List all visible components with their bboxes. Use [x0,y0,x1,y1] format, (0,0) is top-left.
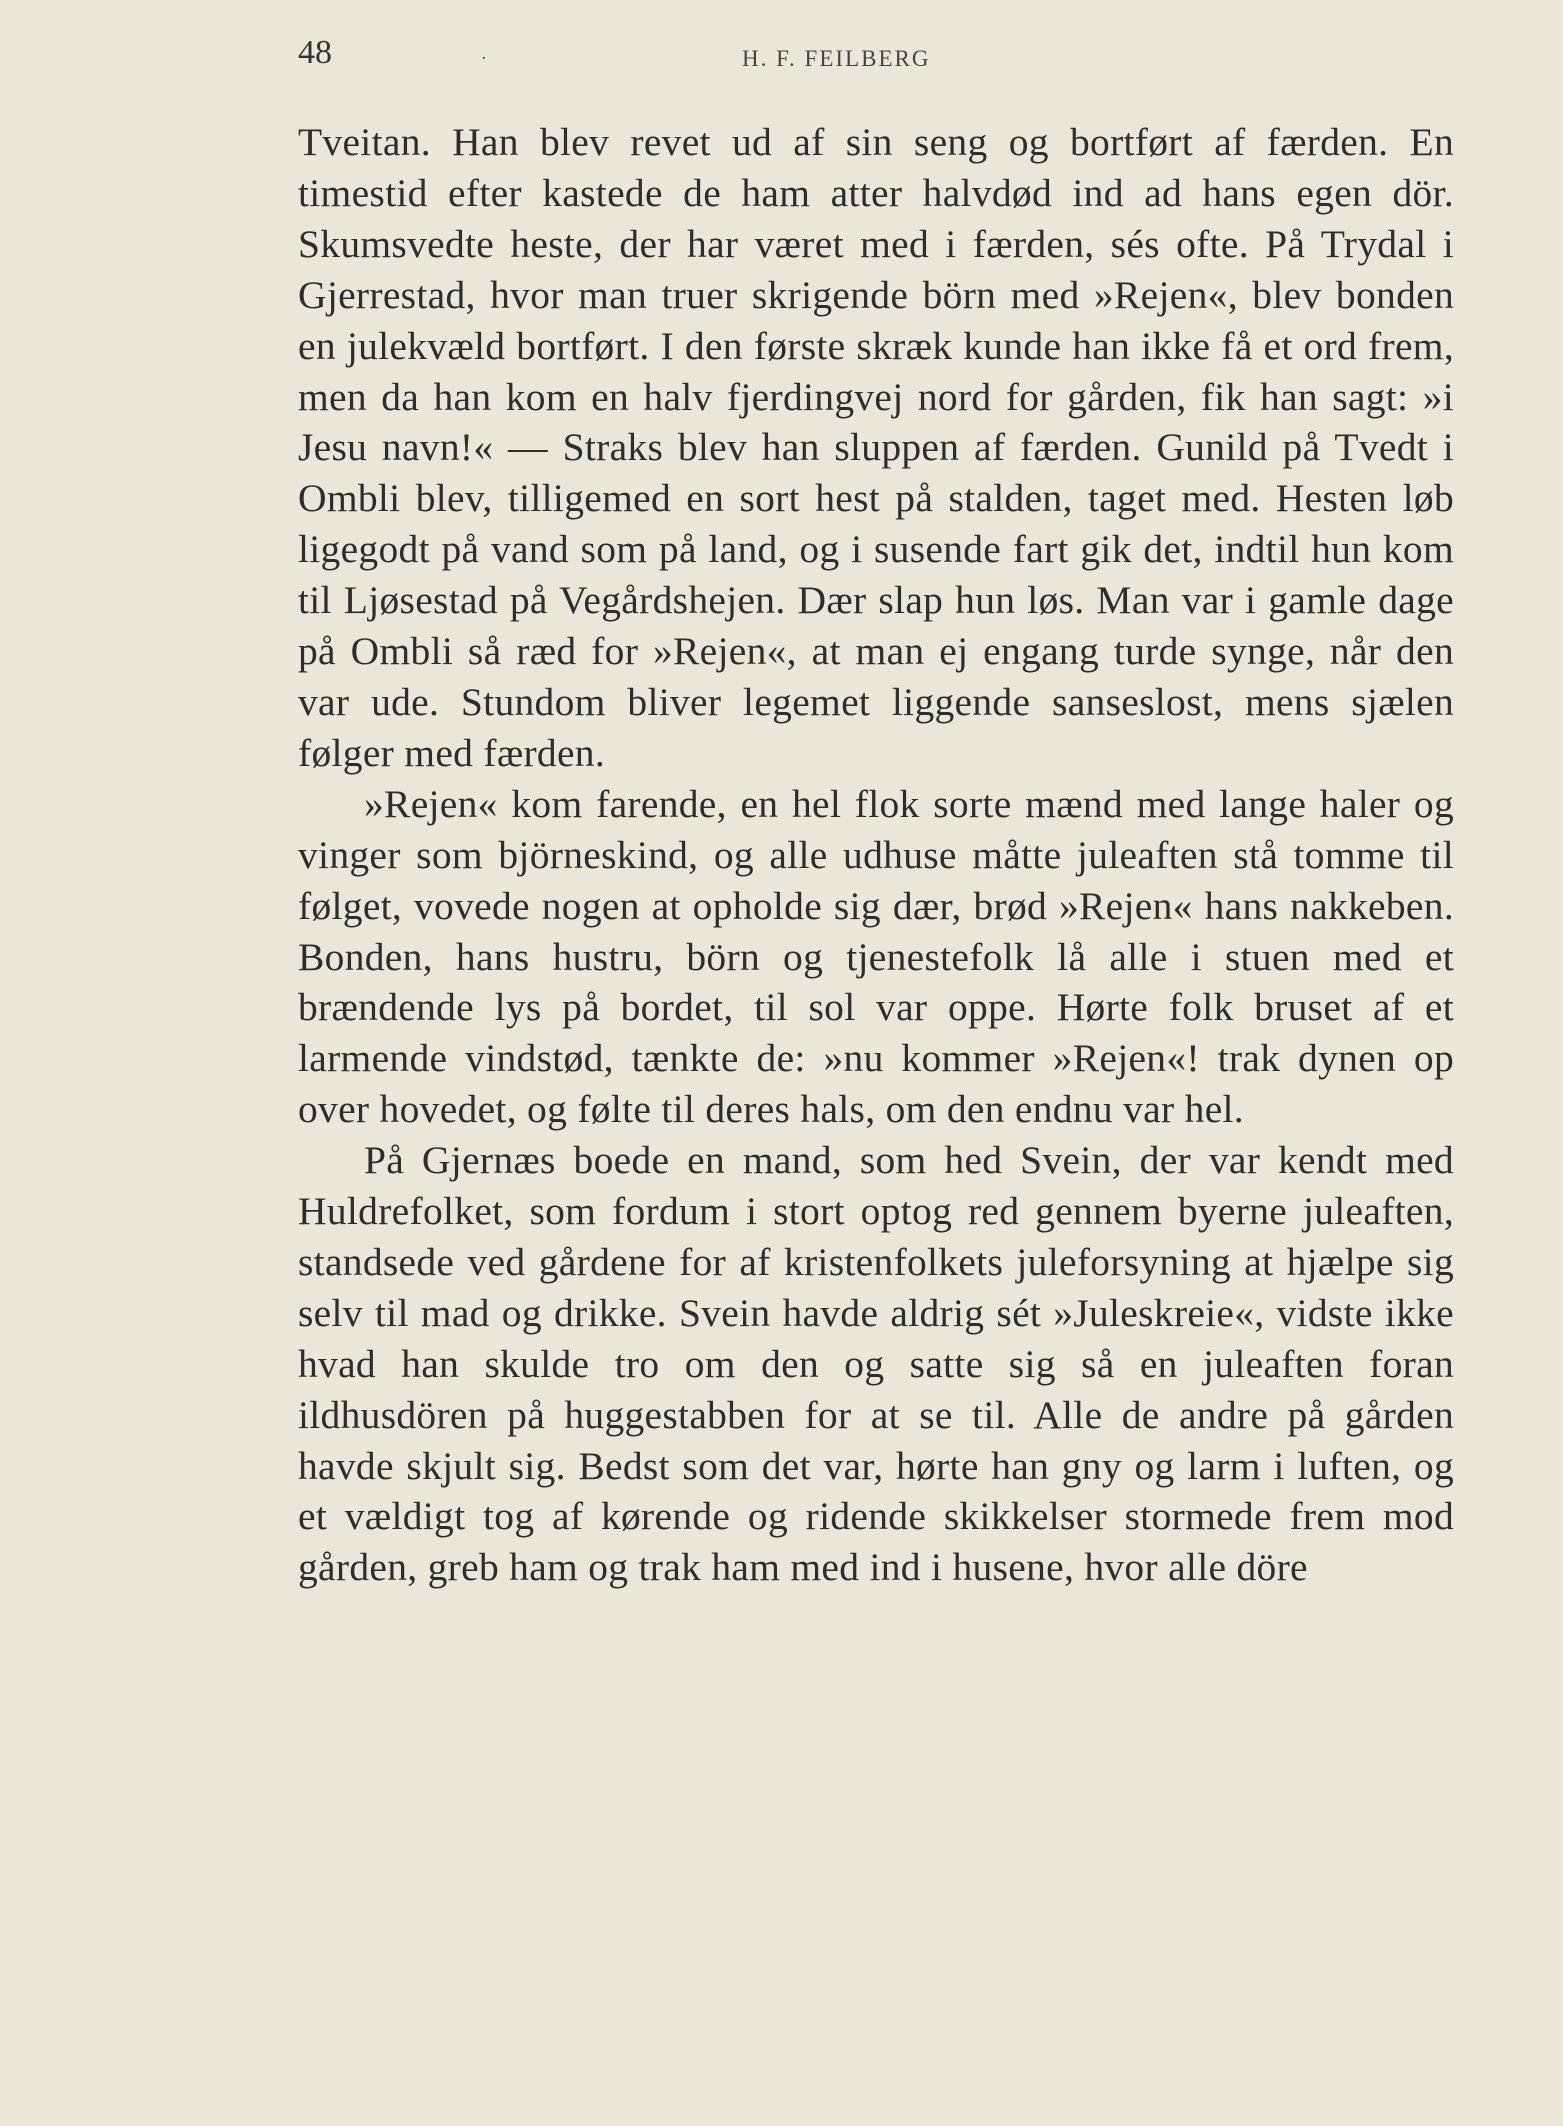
paragraph-2: »Rejen« kom farende, en hel flok sorte mænd med lange haler og vinger som björneskind, og alle udhuse måtte juleaften stå tomme til følget, vovede nogen at opholde sig dær, brød »Rejen« hans nakkeben. Bonden, hans hustru, börn og tjenestefolk lå alle i stuen med et brændende lys på bordet, til sol var oppe. Hørte folk bruset af et larmende vindstød, tænkte de: »nu kommer »Rejen«! trak dynen op over hovedet, og følte til deres hals, om den endnu var hel. [298,781,1454,1132]
paragraph-3: På Gjernæs boede en mand, som hed Svein, der var kendt med Huldrefolket, som fordum i stort optog red gennem byerne juleaften, standsede ved gårdene for af kristenfolkets juleforsyning at hjælpe sig selv til mad og drikke. Svein havde aldrig sét »Juleskreie«, vidste ikke hvad han skulde tro om den og satte sig så en juleaften foran ildhusdören på huggestabben for at se til. Alle de andre på gården havde skjult sig. Bedst som det var, hørte han gny og larm i luften, og et vældigt tog af kørende og ridende skikkelser stormede frem mod gården, greb ham og trak ham med ind i husene, hvor alle döre [298,1138,1454,1590]
paragraph-1: Tveitan. Han blev revet ud af sin seng og bortført af færden. En timestid efter kastede de ham atter halvdød ind ad hans egen dör. Skumsvedte heste, der har været med i færden, sés ofte. På Trydal i Gjerrestad, hvor man truer skrigende börn med »Rejen«, blev bonden en julekvæld bortført. I den første skræk kunde han ikke få et ord frem, men da han kom en halv fjerdingvej nord for gården, fik han sagt: »i Jesu navn!« — Straks blev han sluppen af færden. Gunild på Tvedt i Ombli blev, tilligemed en sort hest på stalden, taget med. Hesten løb ligegodt på vand som på land, og i susende fart gik det, indtil hun kom til Ljøsestad på Vegårdshejen. Dær slap hun løs. Man var i gamle dage på Ombli så ræd for »Rejen«, at man ej engang turde synge, når den var ude. Stundom bliver legemet liggende sanseslost, mens sjælen følger med færden. [298,120,1454,775]
page-body [298,117,1454,1593]
running-head: H. F. FEILBERG [742,46,931,71]
page-number: 48 [298,34,332,71]
header-dot: · [481,48,487,69]
page-header [298,34,1454,84]
